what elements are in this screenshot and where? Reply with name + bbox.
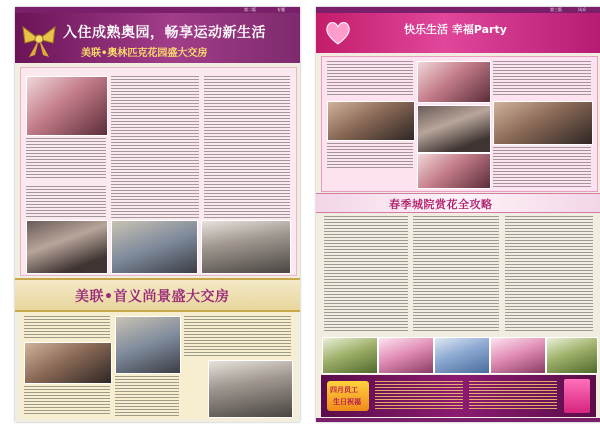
event-photo [115, 316, 181, 374]
event-photo [201, 220, 291, 274]
gold-bow-icon [19, 21, 59, 59]
flower-photo [490, 337, 546, 374]
event-photo [208, 360, 293, 418]
event-photo [111, 220, 198, 274]
article-text [115, 376, 179, 416]
birthday-badge [327, 381, 369, 411]
article-text [26, 186, 106, 218]
olympic-garden-banner [15, 13, 300, 63]
article-text [493, 147, 591, 187]
article-text [26, 138, 106, 180]
spring-flowers-banner [316, 193, 600, 213]
party-photo [417, 153, 491, 189]
article-text [24, 386, 110, 416]
article-text [327, 61, 413, 97]
flower-photo [546, 337, 598, 374]
name-list [469, 381, 557, 411]
flower-photo [378, 337, 434, 374]
party-banner [316, 13, 600, 53]
event-photo [26, 220, 108, 274]
gift-box-icon [564, 379, 590, 413]
article-box [20, 67, 297, 276]
banner-title: 美联•首义尚景盛大交房 [75, 289, 230, 305]
party-photo [417, 105, 491, 153]
party-photo [493, 101, 593, 145]
left-page [15, 7, 300, 422]
banner-title: 快乐生活 幸福Party [404, 23, 507, 36]
heart-icon [324, 19, 352, 47]
birthday-line2: 生日祝福 [333, 398, 361, 406]
article-text [24, 316, 110, 338]
page-section: 风采 [578, 7, 586, 12]
flower-photo [322, 337, 378, 374]
article-text [324, 216, 408, 332]
section-title: 春季城院赏花全攻略 [389, 198, 493, 211]
article-text [327, 143, 413, 169]
birthday-panel [321, 375, 596, 417]
page-number: 第二版 [244, 7, 256, 12]
article-text [413, 216, 499, 332]
article-text [204, 76, 290, 218]
article-text [184, 316, 291, 356]
article-text [111, 76, 199, 218]
birthday-line1: 四月员工 [330, 386, 358, 394]
article-text [493, 61, 591, 97]
article-box [20, 312, 295, 419]
flower-photo [434, 337, 490, 374]
shangjing-banner [15, 278, 300, 312]
banner-title: 入住成熟奥园，畅享运动新生活 [63, 25, 266, 41]
party-photo [327, 101, 415, 141]
right-page [316, 7, 600, 422]
page-section: 专题 [277, 7, 285, 12]
article-photo [26, 76, 108, 136]
banner-subtitle: 美联•奥林匹克花园盛大交房 [81, 48, 208, 59]
article-box [321, 56, 598, 192]
page-number: 第三版 [550, 7, 562, 12]
name-list [375, 381, 463, 411]
footer-bar [316, 418, 600, 422]
party-photo [417, 61, 491, 103]
event-photo [24, 342, 112, 384]
article-text [505, 216, 593, 332]
